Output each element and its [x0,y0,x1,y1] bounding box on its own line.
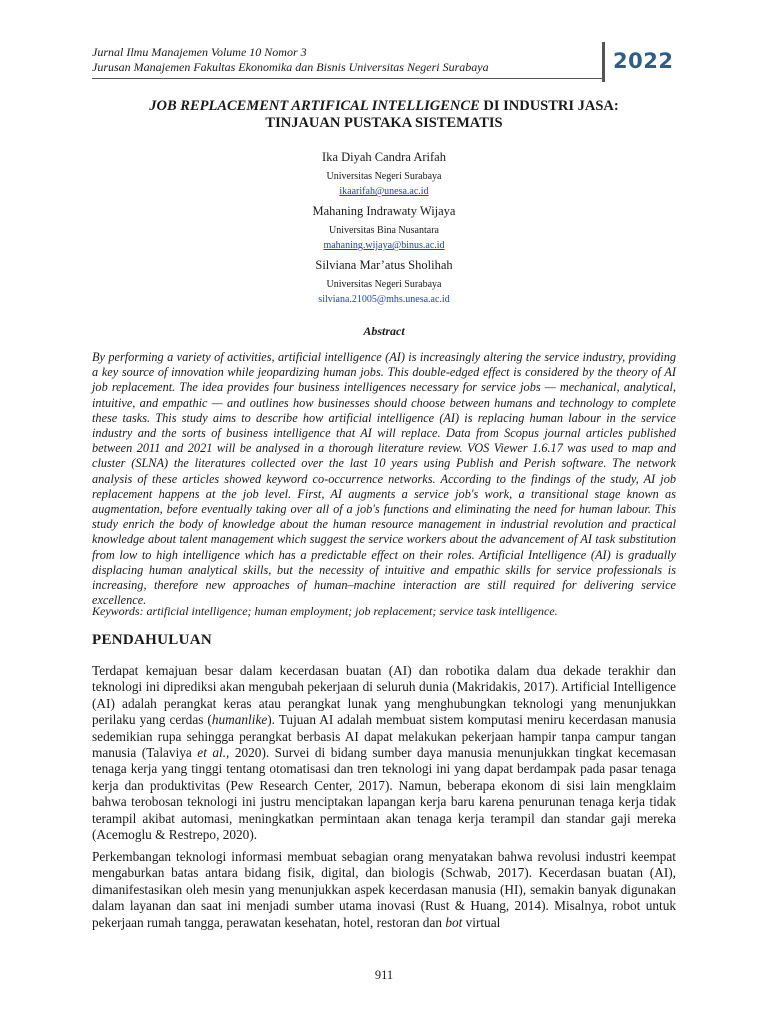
author-email-link[interactable]: mahaning.wijaya@binus.ac.id [323,240,445,251]
paragraph-text: ). Tujuan AI adalah membuat sistem komputasi meniru kecerdasan manusia sedemikian rupa sehingga perangkat berbasis AI dapat melakukan pekerjaan hampir tanpa campur tangan manusia (Talaviya [92,712,676,761]
publication-year: 2022 [613,49,674,73]
title-line-2: TINJAUAN PUSTAKA SISTEMATIS [265,115,503,131]
author-email: silviana.21005@mhs.unesa.ac.id [318,294,450,305]
author-name: Ika Diyah Candra Arifah [322,150,446,164]
author-affiliation: Universitas Negeri Surabaya [326,279,442,290]
author-name: Mahaning Indrawaty Wijaya [312,204,456,218]
paragraph-text: Terdapat kemajuan besar dalam kecerdasan buatan (AI) dan robotika dalam dua dekade terakhir dan teknologi ini diprediksi akan mengubah pekerjaan di seluruh dunia (Makridakis, 2017). Artificial Intelligence (AI) adalah perangkat keras atau perangkat lunak yang menghubungkan teknologi yang menunjukkan perilaku yang cerdas ( [92,663,676,728]
journal-header [92,45,592,75]
body-paragraph [92,663,676,843]
author-block [92,258,676,306]
paper-title [92,98,676,132]
page-number: 911 [374,968,394,982]
keywords: Keywords: artificial intelligence; human employment; job replacement; service task intelligence. [92,604,558,618]
section-heading: PENDAHULUAN [92,632,212,648]
author-affiliation: Universitas Negeri Surabaya [326,171,442,182]
title-rest: DI INDUSTRI JASA: [479,98,619,114]
paragraph-text: , 2020). Survei di bidang sumber daya manusia menunjukkan tingkat kecemasan tenaga kerja yang tinggi tentang otomatisasi dan tren teknologi ini yang dapat berdampak pada pasar tenaga kerja dan produktivitas (Pew Research Center, 2017). Namun, beberapa ekonom di sisi lain mengklaim bahwa terobosan teknologi ini justru menciptakan lapangan kerja baru karena penurunan tenaga kerja tidak terampil akibat automasi, meningkatkan permintaan akan tenaga kerja terampil dan standar gaji mereka (Acemoglu & Restrepo, 2020). [92,745,676,843]
paragraph-text: virtual [462,914,501,930]
abstract-text: By performing a variety of activities, artificial intelligence (AI) is increasingly altering the service industry, providing a key source of innovation while jeopardizing human jobs. This double-edged effect is considered by the theory of AI job replacement. The idea provides four business intelligences necessary for service jobs — mechanical, analytical, intuitive, and empathic — and outlines how businesses should choose between humans and technology to complete these tasks. This study aims to describe how artificial intelligence (AI) is replacing human labour in the service industry and the sorts of business intelligence that AI will replace. Data from Scopus journal articles published between 2011 and 2021 will be analysed in a thorough literature review. VOS Viewer 1.6.17 was used to map and cluster (SLNA) the literatures collected over the last 10 years using Publish and Perish software. The network analysis of these articles showed keyword co-occurrence networks. According to the findings of the study, AI job replacement happens at the job level. First, AI augments a service job's work, a transitional stage known as augmentation, before eventually taking over all of a job's functions and eliminating the need for human labour. This study enrich the body of knowledge about the human resource management in industrial revolution and practical knowledge about talent management which suggest the service workers about the advancement of AI task substitution from low to high intelligence which has a predictable effect on their roles. Artificial Intelligence (AI) is gradually displacing human analytical skills, but the necessity of intuitive and empathic skills for service professionals is increasing, therefore new approaches of human–machine interaction are still required for delivering service excellence. [92,350,676,608]
author-list [92,150,676,312]
paragraph-text: Perkembangan teknologi informasi membuat sebagian orang menyatakan bahwa revolusi industri keempat mengaburkan batas antara bidang fisik, digital, dan biologis (Schwab, 2017). Kecerdasan buatan (AI), dimanifestasikan oleh mesin yang menunjukkan aspek kecerdasan manusia (HI), semakin banyak digunakan dalam layanan dan saat ini menjadi sumber utama inovasi (Rust & Huang, 2014). Misalnya, robot untuk pekerjaan rumah tangga, perawatan kesehatan, hotel, restoran dan [92,849,676,930]
journal-department: Jurusan Manajemen Fakultas Ekonomika dan Bisnis Universitas Negeri Surabaya [92,60,489,74]
author-block [92,204,676,252]
author-name: Silviana Mar’atus Sholihah [315,258,453,272]
paragraph-italic-term: et al. [197,745,227,761]
author-email-link[interactable]: ikaarifah@unesa.ac.id [339,186,429,197]
author-affiliation: Universitas Bina Nusantara [329,225,439,236]
journal-name: Jurnal Ilmu Manajemen Volume 10 Nomor 3 [92,45,307,59]
abstract-heading: Abstract [363,324,405,338]
author-block [92,150,676,198]
header-divider [92,78,604,79]
paragraph-italic-term: humanlike [211,712,268,728]
title-italic-part: JOB REPLACEMENT ARTIFICAL INTELLIGENCE [149,98,480,114]
paragraph-italic-term: bot [445,914,463,930]
body-paragraph [92,849,676,931]
